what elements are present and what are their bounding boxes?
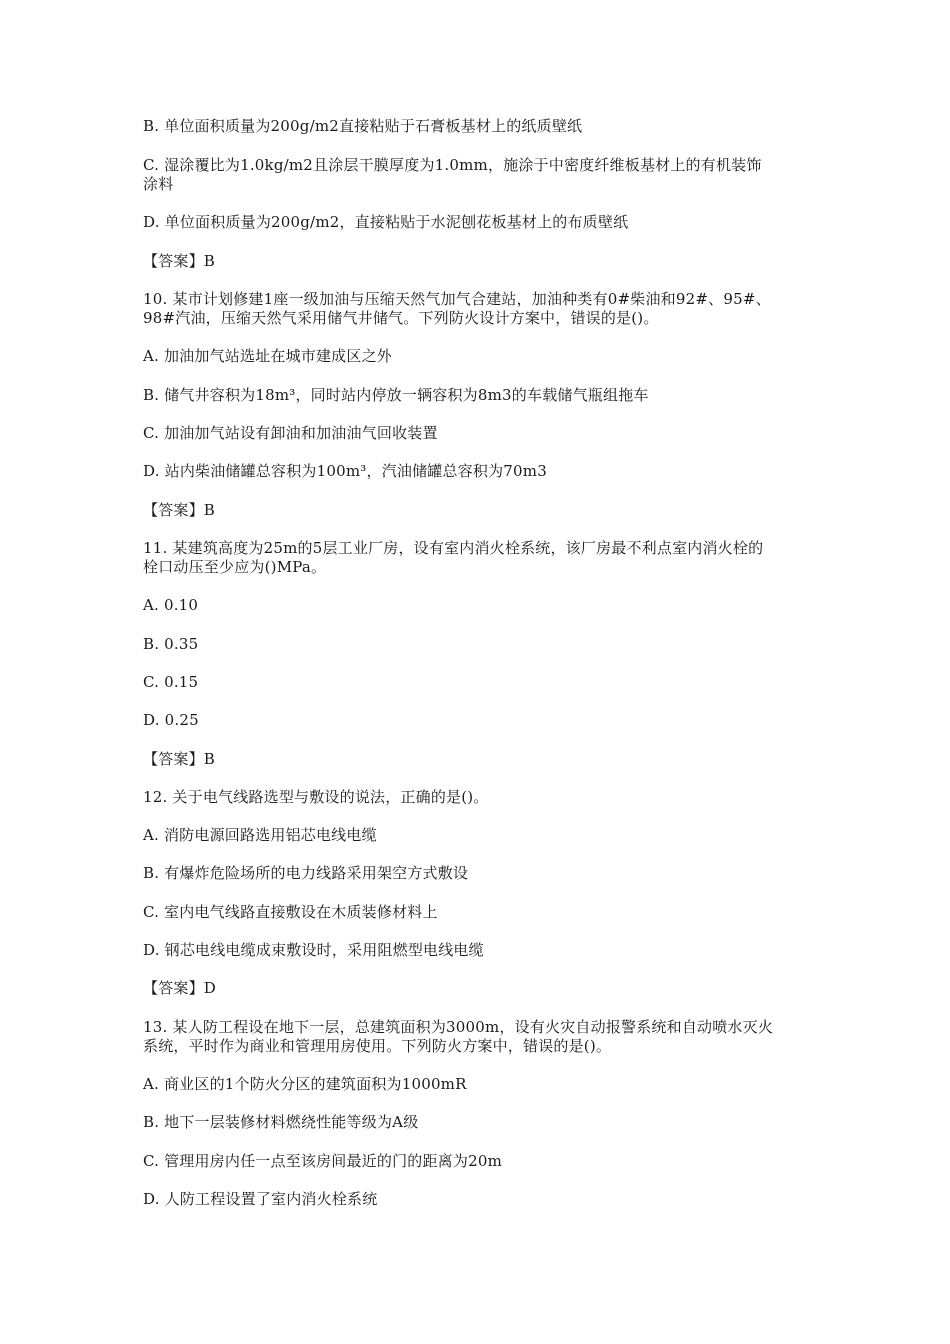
- q13-option-a: A. 商业区的1个防火分区的建筑面积为1000mR: [143, 1075, 467, 1093]
- q10-option-c: C. 加油加气站设有卸油和加油油气回收装置: [143, 424, 438, 442]
- q10-option-d: D. 站内柴油储罐总容积为100m³，汽油储罐总容积为70m3: [143, 462, 547, 480]
- q12-option-a: A. 消防电源回路选用铝芯电线电缆: [143, 826, 377, 844]
- q13-stem-line2: 系统，平时作为商业和管理用房使用。下列防火方案中，错误的是()。: [143, 1037, 612, 1055]
- q10-option-b: B. 储气井容积为18m³，同时站内停放一辆容积为8m3的车载储气瓶组拖车: [143, 386, 649, 404]
- q9-option-b: B. 单位面积质量为200g/m2直接粘贴于石膏板基材上的纸质壁纸: [143, 117, 583, 135]
- q11-option-b: B. 0.35: [143, 635, 199, 653]
- q12-option-b: B. 有爆炸危险场所的电力线路采用架空方式敷设: [143, 864, 469, 882]
- q9-answer: 【答案】B: [143, 252, 216, 270]
- q11-stem-line2: 栓口动压至少应为()MPa。: [143, 558, 327, 576]
- q11-option-d: D. 0.25: [143, 711, 199, 729]
- q10-stem-line2: 98#汽油，压缩天然气采用储气井储气。下列防火设计方案中，错误的是()。: [143, 309, 659, 327]
- q13-option-b: B. 地下一层装修材料燃绕性能等级为A级: [143, 1113, 419, 1131]
- q9-option-c-line2: 涂料: [143, 175, 174, 193]
- q13-stem-line1: 13. 某人防工程设在地下一层，总建筑面积为3000m，设有火灾自动报警系统和自动喷水灭火: [143, 1018, 774, 1036]
- q13-option-d: D. 人防工程设置了室内消火栓系统: [143, 1190, 378, 1208]
- q11-option-c: C. 0.15: [143, 673, 199, 691]
- q10-answer: 【答案】B: [143, 501, 216, 519]
- q12-option-c: C. 室内电气线路直接敷设在木质装修材料上: [143, 903, 438, 921]
- q10-stem-line1: 10. 某市计划修建1座一级加油与压缩天然气加气合建站，加油种类有0#柴油和92#、95#、: [143, 290, 771, 308]
- q9-option-c-line1: C. 湿涂覆比为1.0kg/m2且涂层干膜厚度为1.0mm，施涂于中密度纤维板基材上的有机装饰: [143, 156, 762, 174]
- q10-option-a: A. 加油加气站选址在城市建成区之外: [143, 347, 392, 365]
- q13-option-c: C. 管理用房内任一点至该房间最近的门的距离为20m: [143, 1152, 502, 1170]
- q9-option-d: D. 单位面积质量为200g/m2，直接粘贴于水泥刨花板基材上的布质壁纸: [143, 213, 629, 231]
- q11-option-a: A. 0.10: [143, 596, 199, 614]
- q11-stem-line1: 11. 某建筑高度为25m的5层工业厂房，设有室内消火栓系统，该厂房最不利点室内消火栓的: [143, 539, 764, 557]
- q12-option-d: D. 钢芯电线电缆成束敷设时，采用阻燃型电线电缆: [143, 941, 484, 959]
- q11-answer: 【答案】B: [143, 750, 216, 768]
- q12-answer: 【答案】D: [143, 979, 217, 997]
- q12-stem: 12. 关于电气线路选型与敷设的说法，正确的是()。: [143, 788, 489, 806]
